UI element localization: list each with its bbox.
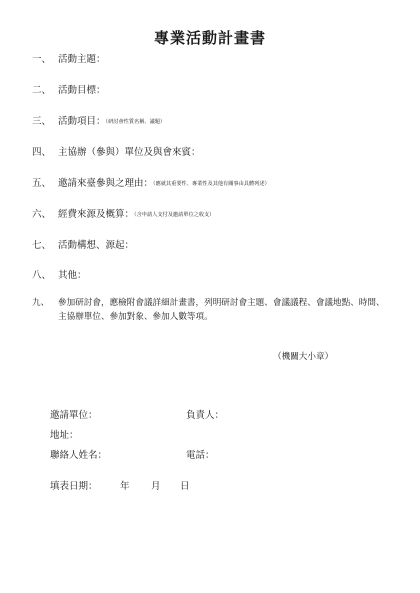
item-number: 二、	[32, 85, 52, 96]
item-number: 八、	[32, 270, 52, 281]
item-number: 三、	[32, 116, 52, 127]
item-text: 參加研討會，應檢附會議詳細計畫書，列明研討會主題、會議議程、會議地點、時間、主協辦單位、參加對象、參加人數等項。	[58, 298, 385, 322]
item-label: 經費來源及概算：	[58, 209, 135, 220]
phone-label: 電話：	[186, 450, 215, 461]
address-label: 地址：	[50, 430, 79, 441]
item-7-concept	[32, 240, 134, 252]
item-note: （研討會性質名稱、議題）	[105, 119, 166, 125]
item-number: 六、	[32, 209, 52, 220]
item-number: 九、	[32, 298, 50, 308]
item-6-funding	[32, 209, 214, 221]
item-label: 活動主題：	[58, 54, 106, 65]
fill-date-label: 填表日期：	[50, 481, 98, 492]
inviting-unit-label: 邀請單位：	[50, 410, 98, 421]
item-note: （應就其重要性、專業性及其他有關事由具體列述）	[153, 181, 270, 187]
item-9-instructions	[32, 296, 392, 324]
item-number: 七、	[32, 240, 52, 251]
item-label: 活動項目：	[58, 116, 106, 127]
item-label: 其他：	[58, 270, 87, 281]
item-number: 一、	[32, 54, 52, 65]
document-title: 專業活動計畫書	[153, 29, 266, 47]
item-label: 活動目標：	[58, 85, 106, 96]
item-label: 主協辦（參與）單位及與會來賓：	[58, 147, 201, 158]
item-label: 活動構想、源起：	[58, 240, 135, 251]
responsible-person-label: 負責人：	[186, 410, 225, 421]
item-8-other	[32, 270, 87, 282]
day-label: 日	[180, 481, 190, 492]
item-number: 四、	[32, 147, 52, 158]
item-5-invitation-reason	[32, 178, 270, 190]
item-1-activity-theme	[32, 54, 106, 66]
item-note: （含申請人支付及邀請單位之收支）	[134, 212, 215, 218]
item-2-activity-goal	[32, 85, 106, 97]
item-4-host-units	[32, 147, 201, 159]
item-3-activity-items	[32, 116, 165, 128]
contact-name-label: 聯絡人姓名：	[50, 450, 108, 461]
month-label: 月	[151, 481, 161, 492]
item-number: 五、	[32, 178, 52, 189]
seal-label: （機關大小章）	[273, 352, 334, 362]
item-label: 邀請來臺參與之理由：	[58, 178, 154, 189]
year-label: 年	[120, 481, 130, 492]
